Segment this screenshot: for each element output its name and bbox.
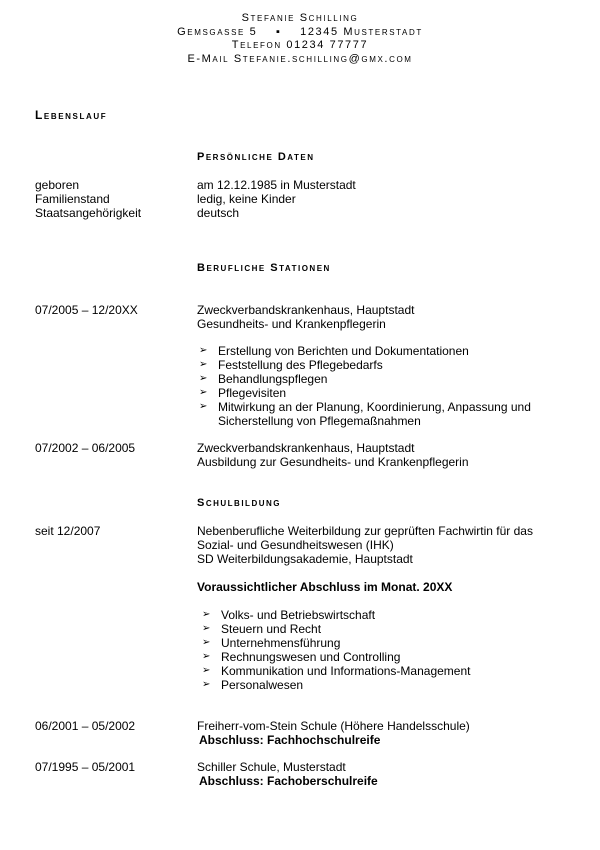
career-duties-list [197,344,531,428]
list-item: ➢ Feststellung des Pflegebedarfs [199,358,383,372]
list-item: ➢ Volks- und Betriebswirtschaft [202,608,376,622]
education-degree-2: Abschluss: Fachhochschulreife [199,733,381,747]
applicant-email: E-Mail Stefanie.schilling@gmx.com [187,52,413,65]
arrow-bullet-icon: ➢ [202,679,211,690]
section-heading-personal: Persönliche Daten [197,151,315,163]
arrow-bullet-icon: ➢ [202,623,211,634]
list-item: ➢ Steuern und Recht [202,622,322,636]
career-period-1: 07/2005 – 12/20XX [35,303,138,317]
cv-header [0,12,600,66]
education-period-3: 07/1995 – 05/2001 [35,760,136,774]
arrow-bullet-icon: ➢ [202,609,211,620]
document-title: Lebenslauf [35,108,108,122]
personal-label-marital: Familienstand [35,192,110,206]
education-period-1: seit 12/2007 [35,524,101,538]
arrow-bullet-icon: ➢ [199,345,208,356]
education-school-2: Freiherr-vom-Stein Schule (Höhere Handelsschule) [197,719,470,733]
personal-value-nationality: deutsch [197,206,240,220]
personal-value-birth: am 12.12.1985 in Musterstadt [197,178,356,192]
arrow-bullet-icon: ➢ [202,665,211,676]
list-item: ➢ Mitwirkung an der Planung, Koordinierung, Anpassung und [199,400,531,414]
career-role-2: Ausbildung zur Gesundheits- und Krankenpflegerin [197,455,469,469]
career-employer-1: Zweckverbandskrankenhaus, Hauptstadt [197,303,415,317]
list-item: ➢ Erstellung von Berichten und Dokumentationen [199,344,469,358]
list-item: ➢ Behandlungspflegen [199,372,328,386]
education-institution-1: SD Weiterbildungsakademie, Hauptstadt [197,552,413,566]
section-heading-career: Berufliche Stationen [197,262,331,274]
applicant-address: Gemsgasse 5 ▪ 12345 Musterstadt [177,25,423,38]
arrow-bullet-icon: ➢ [199,359,208,370]
arrow-bullet-icon: ➢ [202,651,211,662]
education-expected-degree: Voraussichtlicher Abschluss im Monat. 20XX [197,580,453,594]
list-item-continuation: Sicherstellung von Pflegemaßnahmen [218,414,421,428]
list-item: ➢ Personalwesen [202,678,304,692]
arrow-bullet-icon: ➢ [202,637,211,648]
education-degree-3: Abschluss: Fachoberschulreife [199,774,378,788]
education-period-2: 06/2001 – 05/2002 [35,719,136,733]
education-subjects-list [200,608,470,692]
applicant-name: Stefanie Schilling [241,12,359,24]
list-item: ➢ Kommunikation und Informations-Management [202,664,471,678]
personal-label-nationality: Staatsangehörigkeit [35,206,142,220]
career-role-1: Gesundheits- und Krankenpflegerin [197,317,386,331]
arrow-bullet-icon: ➢ [199,387,208,398]
education-course-line-2: Sozial- und Gesundheitswesen (IHK) [197,538,394,552]
arrow-bullet-icon: ➢ [199,373,208,384]
section-heading-education: Schulbildung [197,497,281,509]
list-item: ➢ Unternehmensführung [202,636,341,650]
personal-value-marital: ledig, keine Kinder [197,192,296,206]
career-period-2: 07/2002 – 06/2005 [35,441,136,455]
education-course-line-1: Nebenberufliche Weiterbildung zur geprüften Fachwirtin für das [197,524,533,538]
arrow-bullet-icon: ➢ [199,401,208,412]
applicant-phone: Telefon 01234 77777 [231,39,369,51]
education-school-3: Schiller Schule, Musterstadt [197,760,346,774]
career-employer-2: Zweckverbandskrankenhaus, Hauptstadt [197,441,415,455]
list-item: ➢ Pflegevisiten [199,386,287,400]
personal-label-birth: geboren [35,178,80,192]
list-item: ➢ Rechnungswesen und Controlling [202,650,401,664]
